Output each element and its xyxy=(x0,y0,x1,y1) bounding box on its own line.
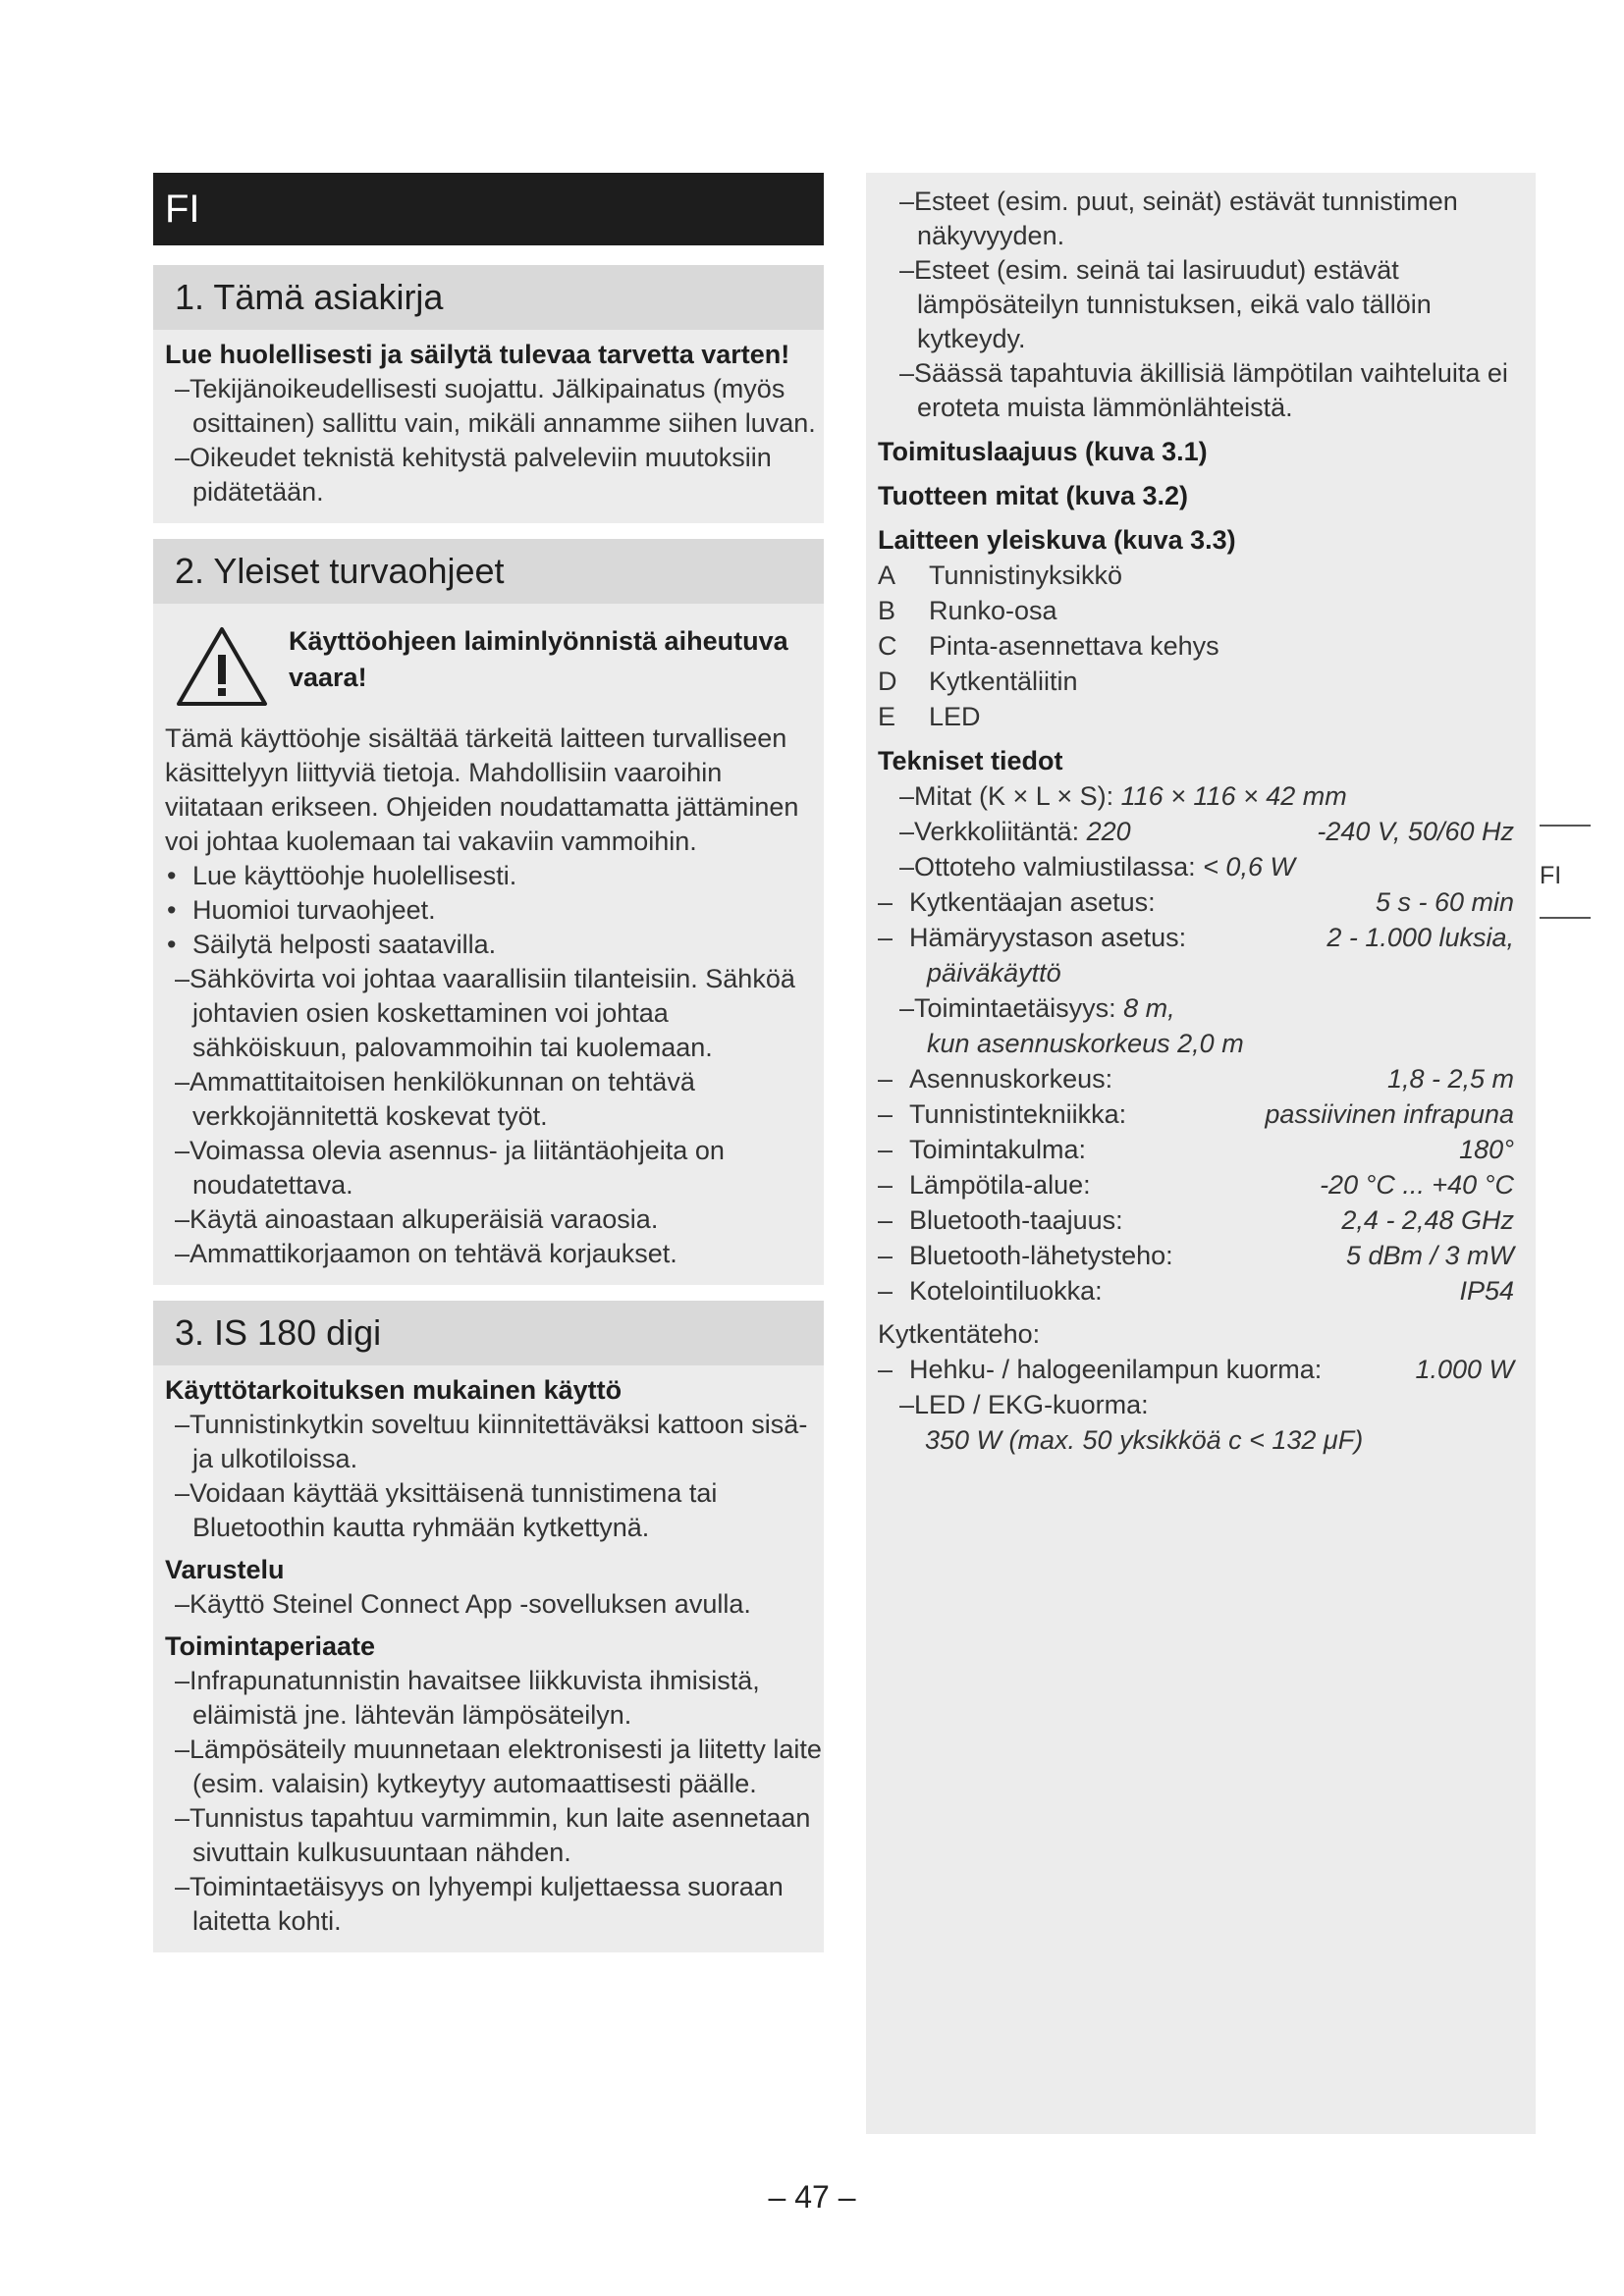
part-item: C Pinta-asennettava kehys xyxy=(878,631,1219,661)
warning-triangle-icon xyxy=(175,625,269,708)
warning-text: Käyttöohjeen laiminlyönnistä aiheutuva vaara! xyxy=(289,626,788,692)
spec-mains: –Verkkoliitäntä: 220 -240 V, 50/60 Hz xyxy=(899,817,1514,846)
list-item: –Infrapunatunnistin havaitsee liikkuvista ihmisistä, eläimistä jne. lähtevän lämpösäteilyn. xyxy=(175,1666,760,1730)
list-item: –Esteet (esim. seinä tai lasiruudut) estävät lämpösäteilyn tunnistuksen, eikä valo tällöin kytkeydy. xyxy=(899,255,1432,353)
section-product xyxy=(153,1301,824,1952)
part-item: D Kytkentäliitin xyxy=(878,667,1078,696)
list-item: –Tunnistus tapahtuu varmimmin, kun laite asennetaan sivuttain kulkusuuntaan nähden. xyxy=(175,1803,811,1867)
spec-dimensions: –Mitat (K × L × S): 116 × 116 × 42 mm xyxy=(899,781,1347,811)
list-item: –Tekijänoikeudellisesti suojattu. Jälkipainatus (myös osittainen) sallittu vain, mikäli annamme siihen luvan. xyxy=(175,374,816,438)
spec-row: – Lämpötila-alue: -20 °C ... +40 °C xyxy=(878,1170,1514,1200)
list-item: • Säilytä helposti saatavilla. xyxy=(167,930,497,959)
language-header: FI xyxy=(153,173,824,245)
section-title: 2. Yleiset turvaohjeet xyxy=(153,539,824,604)
spec-row: – Bluetooth-taajuus: 2,4 - 2,48 GHz xyxy=(878,1205,1514,1235)
spec-twilight: – Hämäryystason asetus: 2 - 1.000 luksia, xyxy=(878,923,1514,952)
part-item: B Runko-osa xyxy=(878,596,1057,625)
spec-switch-time: – Kytkentäajan asetus: 5 s - 60 min xyxy=(878,887,1514,917)
power-heading: Kytkentäteho: xyxy=(878,1319,1041,1349)
page-number: – 47 – xyxy=(768,2179,856,2215)
list-item: –Ammattikorjaamon on tehtävä korjaukset. xyxy=(175,1239,677,1268)
spec-standby: –Ottoteho valmiustilassa: < 0,6 W xyxy=(899,852,1295,881)
section-title: 1. Tämä asiakirja xyxy=(153,265,824,330)
spec-range-cont: kun asennuskorkeus 2,0 m xyxy=(927,1029,1244,1058)
intro-heading: Lue huolellisesti ja säilytä tulevaa tarvetta varten! xyxy=(165,340,790,369)
list-item: –Säässä tapahtuvia äkillisiä lämpötilan vaihteluita ei eroteta muista lämmönlähteistä. xyxy=(899,358,1508,422)
dimensions-heading: Tuotteen mitat (kuva 3.2) xyxy=(878,481,1189,510)
equipment-heading: Varustelu xyxy=(165,1555,285,1584)
spec-twilight-cont: päiväkäyttö xyxy=(927,958,1061,988)
section-document xyxy=(153,265,824,523)
list-item: –Voimassa olevia asennus- ja liitäntäohjeita on noudatettava. xyxy=(175,1136,725,1200)
list-item: • Lue käyttöohje huolellisesti. xyxy=(167,861,517,890)
safety-body: Tämä käyttöohje sisältää tärkeitä laitteen turvalliseen käsittelyyn liittyviä tietoja. Mahdollisiin vaaroihin viitataan erikseen. Ohjeiden noudattamatta jättäminen voi johtaa kuolemaan tai vakaviin vammoihin. xyxy=(165,723,799,856)
spec-row: – Asennuskorkeus: 1,8 - 2,5 m xyxy=(878,1064,1514,1094)
section-title: 3. IS 180 digi xyxy=(153,1301,824,1365)
part-item: E LED xyxy=(878,702,981,731)
list-item: –Esteet (esim. puut, seinät) estävät tunnistimen näkyvyyden. xyxy=(899,187,1458,250)
section-safety xyxy=(153,539,824,1285)
tech-heading: Tekniset tiedot xyxy=(878,746,1063,775)
list-item: • Huomioi turvaohjeet. xyxy=(167,895,436,925)
spec-led-load-value: 350 W (max. 50 yksikköä c < 132 μF) xyxy=(925,1425,1364,1455)
spec-row: – Bluetooth-lähetysteho: 5 dBm / 3 mW xyxy=(878,1241,1514,1270)
list-item: –Voidaan käyttää yksittäisenä tunnistimena tai Bluetoothin kautta ryhmään kytkettynä. xyxy=(175,1478,718,1542)
side-tab-line-top xyxy=(1540,825,1591,827)
overview-heading: Laitteen yleiskuva (kuva 3.3) xyxy=(878,525,1236,555)
principle-heading: Toimintaperiaate xyxy=(165,1631,376,1661)
right-column xyxy=(866,173,1536,2134)
list-item: –Sähkövirta voi johtaa vaarallisiin tilanteisiin. Sähköä johtavien osien koskettaminen voi johtaa sähköiskuun, palovammoihin tai kuolemaan. xyxy=(175,964,795,1062)
list-item: –Tunnistinkytkin soveltuu kiinnitettäväksi kattoon sisä- ja ulkotiloissa. xyxy=(175,1410,808,1473)
spec-row: – Toimintakulma: 180° xyxy=(878,1135,1514,1164)
spec-row: – Tunnistintekniikka: passiivinen infrapuna xyxy=(878,1099,1514,1129)
use-heading: Käyttötarkoituksen mukainen käyttö xyxy=(165,1375,623,1405)
spec-halogen: – Hehku- / halogeenilampun kuorma: 1.000 W xyxy=(878,1355,1514,1384)
list-item: –Ammattitaitoisen henkilökunnan on tehtävä verkkojännitettä koskevat työt. xyxy=(175,1067,695,1131)
side-language-tab: FI xyxy=(1540,862,1562,889)
side-tab-line-bottom xyxy=(1540,917,1591,919)
list-item: –Käyttö Steinel Connect App -sovelluksen avulla. xyxy=(175,1589,751,1619)
left-column xyxy=(153,173,824,1968)
spec-range: –Toimintaetäisyys: 8 m, xyxy=(899,993,1175,1023)
warning-box xyxy=(153,617,824,708)
spec-led-load: –LED / EKG-kuorma: xyxy=(899,1390,1149,1419)
part-item: A Tunnistinyksikkö xyxy=(878,561,1123,590)
list-item: –Toimintaetäisyys on lyhyempi kuljettaessa suoraan laitetta kohti. xyxy=(175,1872,784,1936)
delivery-heading: Toimituslaajuus (kuva 3.1) xyxy=(878,437,1208,466)
spec-row: – Kotelointiluokka: IP54 xyxy=(878,1276,1514,1306)
list-item: –Oikeudet teknistä kehitystä palveleviin muutoksiin pidätetään. xyxy=(175,443,772,507)
list-item: –Lämpösäteily muunnetaan elektronisesti ja liitetty laite (esim. valaisin) kytkeytyy automaattisesti päälle. xyxy=(175,1735,822,1798)
list-item: –Käytä ainoastaan alkuperäisiä varaosia. xyxy=(175,1204,659,1234)
